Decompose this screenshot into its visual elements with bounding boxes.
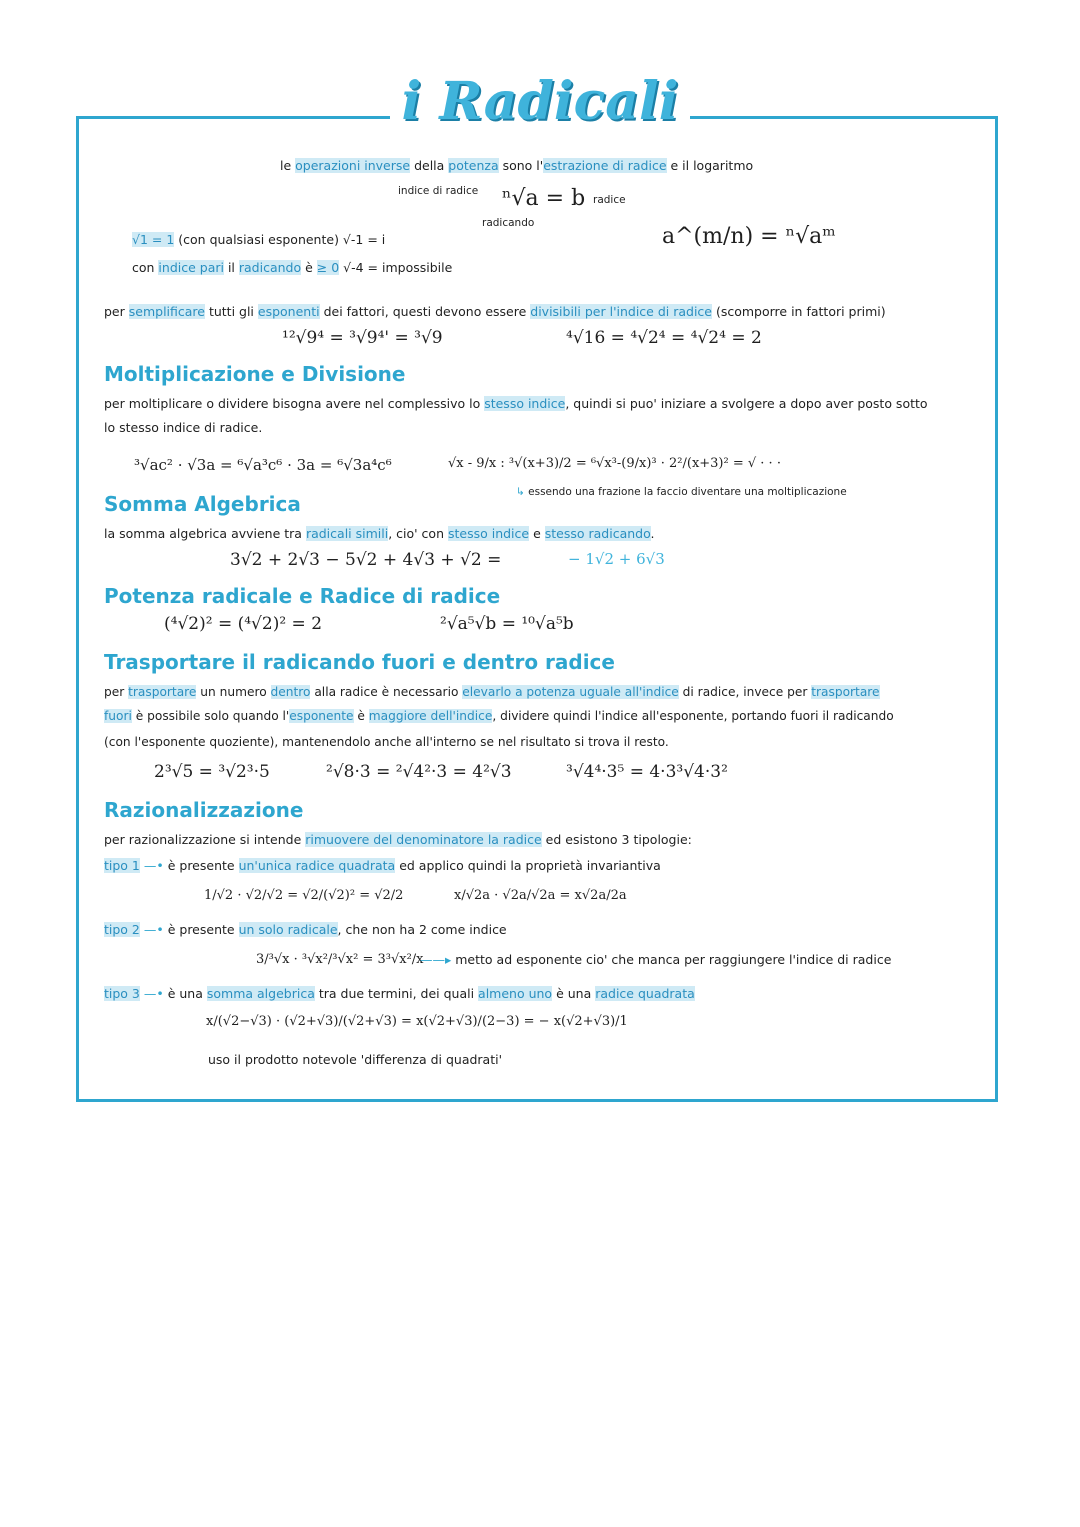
type-3-line — [104, 986, 695, 1002]
transport-highlight-5: fuori — [104, 709, 132, 723]
transport-text-7: , dividere quindi l'indice all'esponente, portando fuori il radicando — [492, 709, 894, 723]
mult-example-1: ³√ac² · √3a = ⁶√a³c⁶ · 3a = ⁶√3a⁴c⁶ — [134, 456, 392, 474]
type-1-line — [104, 858, 661, 874]
sum-text-4: . — [650, 526, 655, 541]
mult-note — [516, 484, 847, 500]
root-formula: ⁿ√a = b — [502, 186, 586, 211]
type-2-line — [104, 922, 507, 938]
power-formula: a^(m/n) = ⁿ√aᵐ — [662, 224, 836, 249]
simplify-line — [104, 304, 886, 320]
type-2-text-1: è presente — [167, 922, 239, 937]
type-2-highlight: un solo radicale — [238, 922, 338, 937]
type-2-note — [420, 952, 891, 968]
heading-power: Potenza radicale e Radice di radice — [104, 584, 501, 608]
transport-highlight-6: esponente — [289, 709, 354, 723]
sum-example: 3√2 + 2√3 − 5√2 + 4√3 + √2 = — [230, 550, 502, 570]
transport-text-1: per — [104, 685, 129, 699]
rule-2-text-4: √-4 = impossibile — [339, 260, 453, 275]
transport-text-6: è — [353, 709, 369, 723]
transport-line-3: (con l'esponente quoziente), mantenendolo anche all'interno se nel risultato si trova il resto. — [104, 735, 669, 749]
type-3-text-2: tra due termini, dei quali — [314, 986, 479, 1001]
intro-line — [280, 158, 753, 174]
transport-text-4: di radice, invece per — [678, 685, 812, 699]
type-2-note-text: metto ad esponente cio' che manca per raggiungere l'indice di radice — [455, 952, 892, 967]
sum-highlight-3: stesso radicando — [544, 526, 651, 541]
rule-2-highlight-1: indice pari — [158, 260, 224, 275]
sum-highlight-1: radicali simili — [305, 526, 389, 541]
transport-line-1 — [104, 684, 880, 700]
transport-text-3: alla radice è necessario — [310, 685, 463, 699]
transport-example-2: ²√8·3 = ²√4²·3 = 4²√3 — [326, 762, 512, 782]
rule-1 — [132, 232, 385, 248]
sum-text-3: e — [529, 526, 545, 541]
simplify-highlight-2: esponenti — [257, 304, 320, 319]
simplify-example-2: ⁴√16 = ⁴√2⁴ = ⁴√2⁴ = 2 — [566, 328, 762, 348]
rational-intro-text-1: per razionalizzazione si intende — [104, 832, 306, 847]
simplify-text-4: (scomporre in fattori primi) — [712, 304, 886, 319]
transport-example-1: 2³√5 = ³√2³·5 — [154, 762, 270, 782]
heading-multiplication: Moltiplicazione e Divisione — [104, 362, 406, 386]
type-1-example-1: 1/√2 · √2/√2 = √2/(√2)² = √2/2 — [204, 888, 404, 903]
arrow-right-icon: ——▸ — [420, 952, 456, 967]
mult-highlight: stesso indice — [484, 396, 566, 411]
intro-text-2: della — [410, 158, 449, 173]
simplify-text-3: dei fattori, questi devono essere — [319, 304, 531, 319]
transport-highlight-3: elevarlo a potenza uguale all'indice — [462, 685, 679, 699]
arrow-icon: ↳ — [516, 486, 529, 498]
transport-text-5: è possibile solo quando l' — [131, 709, 290, 723]
type-3-highlight-2: almeno uno — [478, 986, 553, 1001]
transport-text-2: un numero — [196, 685, 271, 699]
heading-sum: Somma Algebrica — [104, 492, 301, 516]
rational-intro-text-2: ed esistono 3 tipologie: — [541, 832, 692, 847]
type-3-label: tipo 3 — [104, 986, 140, 1001]
transport-example-3: ³√4⁴·3⁵ = 4·3³√4·3² — [566, 762, 728, 782]
transport-line-2 — [104, 708, 894, 724]
label-radicand: radicando — [482, 217, 535, 229]
type-3-text-1: è una — [167, 986, 207, 1001]
simplify-highlight-1: semplificare — [128, 304, 205, 319]
sum-text-1: la somma algebrica avviene tra — [104, 526, 306, 541]
sum-result: − 1√2 + 6√3 — [568, 550, 665, 568]
mult-line-2: lo stesso indice di radice. — [104, 420, 263, 435]
arrow-icon: —• — [139, 986, 168, 1001]
type-3-text-3: è una — [552, 986, 596, 1001]
sum-highlight-2: stesso indice — [447, 526, 530, 541]
rule-2-highlight-2: radicando — [238, 260, 302, 275]
arrow-icon: —• — [139, 922, 168, 937]
simplify-example-1: ¹²√9⁴ = ³√9⁴' = ³√9 — [282, 328, 443, 348]
transport-highlight-1: trasportare — [128, 685, 197, 699]
intro-highlight-2: potenza — [448, 158, 499, 173]
label-root: radice — [593, 194, 626, 206]
transport-highlight-7: maggiore dell'indice — [368, 709, 493, 723]
rule-2-highlight-3: ≥ 0 — [316, 260, 340, 275]
type-1-text-2: ed applico quindi la proprietà invariantiva — [395, 858, 661, 873]
intro-text-4: e il logaritmo — [666, 158, 754, 173]
type-3-highlight-3: radice quadrata — [595, 986, 695, 1001]
type-1-example-2: x/√2a · √2a/√2a = x√2a/2a — [454, 888, 627, 903]
mult-note-text: essendo una frazione la faccio diventare una moltiplicazione — [528, 486, 847, 498]
mult-text-2: , quindi si puo' iniziare a svolgere a dopo aver posto sotto — [565, 396, 928, 411]
simplify-text-1: per — [104, 304, 129, 319]
simplify-highlight-3: divisibili per l'indice di radice — [530, 304, 712, 319]
rule-2 — [132, 260, 452, 276]
intro-text-1: le — [280, 158, 296, 173]
intro-highlight-3: estrazione di radice — [543, 158, 667, 173]
mult-example-2: √x - 9/x : ³√(x+3)/2 = ⁶√x³-(9/x)³ · 2²/(x+3)² = √ · · · — [448, 456, 781, 471]
type-2-example: 3/³√x · ³√x²/³√x² = 3³√x²/x — [256, 952, 424, 967]
type-1-highlight: un'unica radice quadrata — [238, 858, 396, 873]
intro-text-3: sono l' — [498, 158, 544, 173]
heading-rationalization: Razionalizzazione — [104, 798, 304, 822]
intro-highlight-1: operazioni inverse — [295, 158, 411, 173]
arrow-icon: —• — [139, 858, 168, 873]
simplify-text-2: tutti gli — [204, 304, 258, 319]
heading-transport: Trasportare il radicando fuori e dentro radice — [104, 650, 615, 674]
sum-line — [104, 526, 655, 542]
rule-1-text: (con qualsiasi esponente) √-1 = i — [174, 232, 386, 247]
type-1-label: tipo 1 — [104, 858, 140, 873]
page-title: i Radicali — [390, 72, 690, 132]
rational-intro-highlight: rimuovere del denominatore la radice — [305, 832, 542, 847]
type-1-text-1: è presente — [167, 858, 239, 873]
mult-line-1 — [104, 396, 928, 412]
transport-highlight-4: trasportare — [811, 685, 880, 699]
rule-2-text-3: è — [301, 260, 317, 275]
rule-2-text-1: con — [132, 260, 159, 275]
label-index: indice di radice — [398, 185, 479, 197]
rational-intro — [104, 832, 692, 848]
type-3-example: x/(√2−√3) · (√2+√3)/(√2+√3) = x(√2+√3)/(2−3) = − x(√2+√3)/1 — [206, 1014, 628, 1029]
type-2-text-2: , che non ha 2 come indice — [337, 922, 507, 937]
transport-highlight-2: dentro — [270, 685, 311, 699]
mult-text-1: per moltiplicare o dividere bisogna avere nel complessivo lo — [104, 396, 485, 411]
rule-1-highlight: √1 = 1 — [132, 232, 175, 247]
power-example-1: (⁴√2)² = (⁴√2)² = 2 — [164, 614, 323, 634]
type-3-note: uso il prodotto notevole 'differenza di quadrati' — [208, 1052, 503, 1067]
rule-2-text-2: il — [223, 260, 239, 275]
sum-text-2: , cio' con — [388, 526, 448, 541]
power-example-2: ²√a⁵√b = ¹⁰√a⁵b — [440, 614, 574, 634]
type-2-label: tipo 2 — [104, 922, 140, 937]
type-3-highlight-1: somma algebrica — [206, 986, 315, 1001]
